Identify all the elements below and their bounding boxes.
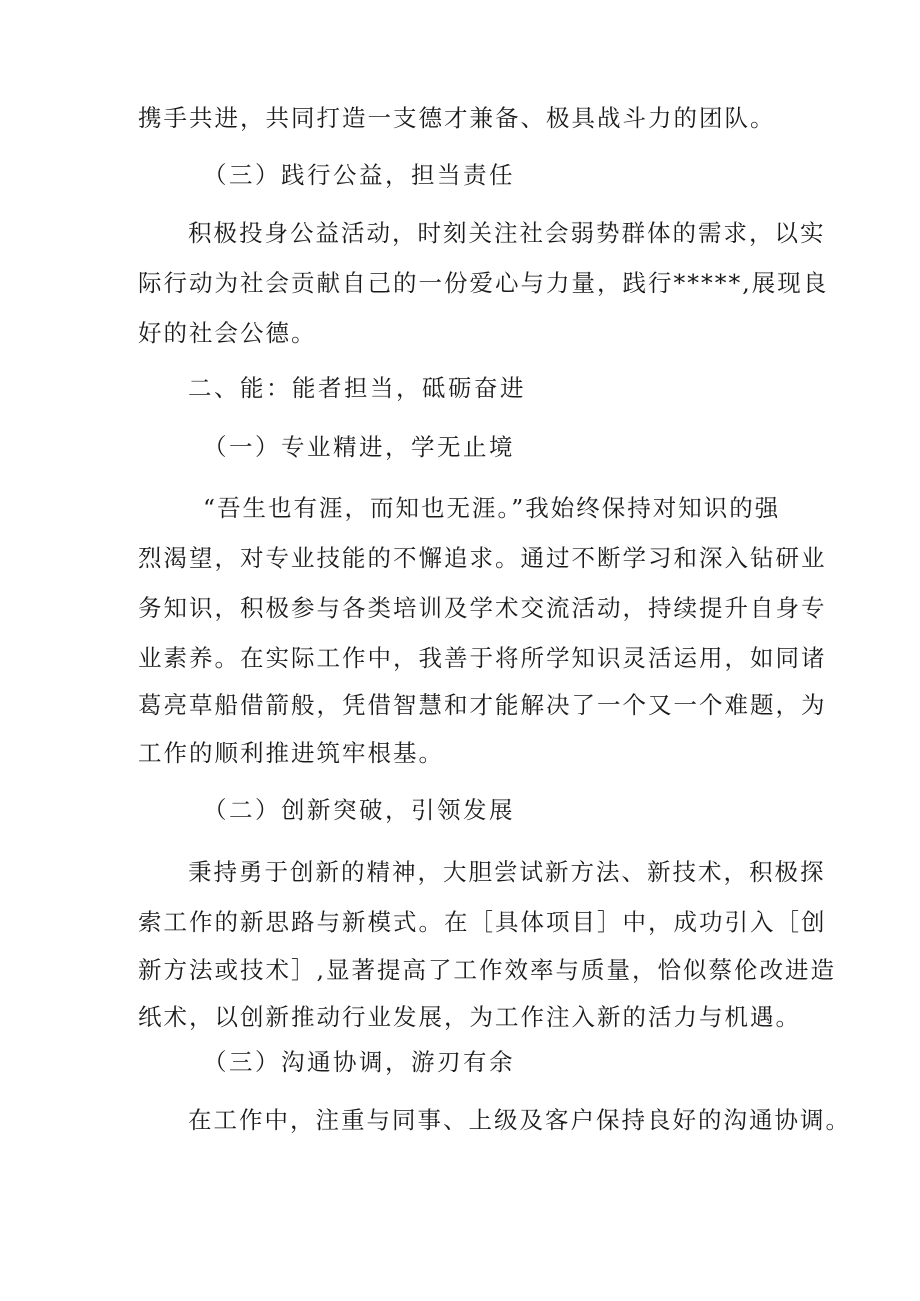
paragraph-line: 携手共进，共同打造一支德才兼备、极具战斗力的团队。 <box>138 104 776 132</box>
paragraph-line: 葛亮草船借箭般，凭借智慧和才能解决了一个又一个难题，为 <box>138 691 827 719</box>
section-heading: （二）创新突破，引领发展 <box>203 796 515 824</box>
paragraph-line: 纸术，以创新推动行业发展，为工作注入新的活力与机遇。 <box>138 1003 801 1031</box>
paragraph-line: 好的社会公德。 <box>138 319 317 347</box>
chapter-heading: 二、能：能者担当，砥砺奋进 <box>188 374 526 402</box>
paragraph-line: 积极投身公益活动，时刻关注社会弱势群体的需求，以实 <box>188 219 826 247</box>
paragraph-line: 秉持勇于创新的精神，大胆尝试新方法、新技术，积极探 <box>188 858 826 886</box>
section-heading: （三）践行公益，担当责任 <box>203 161 515 189</box>
paragraph-line: 务知识，积极参与各类培训及学术交流活动，持续提升自身专 <box>138 594 827 622</box>
section-heading: （一）专业精进，学无止境 <box>203 433 515 461</box>
paragraph-line: 索工作的新思路与新模式。在［具体项目］中，成功引入［创 <box>138 908 827 936</box>
paragraph-line: 新方法或技术］,显著提高了工作效率与质量，恰似蔡伦改进造 <box>138 956 836 984</box>
paragraph-line: “吾生也有涯，而知也无涯。”我始终保持对知识的强 <box>203 494 781 522</box>
paragraph-line: 工作的顺利推进筑牢根基。 <box>138 739 444 767</box>
section-heading: （三）沟通协调，游刃有余 <box>203 1048 515 1076</box>
paragraph-line: 业素养。在实际工作中，我善于将所学知识灵活运用，如同诸 <box>138 644 827 672</box>
paragraph-line: 烈渴望，对专业技能的不懈追求。通过不断学习和深入钻研业 <box>138 544 827 572</box>
paragraph-line: 在工作中，注重与同事、上级及客户保持良好的沟通协调。 <box>188 1106 851 1134</box>
paragraph-line: 际行动为社会贡献自己的一份爱心与力量，践行*****,展现良 <box>138 269 829 297</box>
